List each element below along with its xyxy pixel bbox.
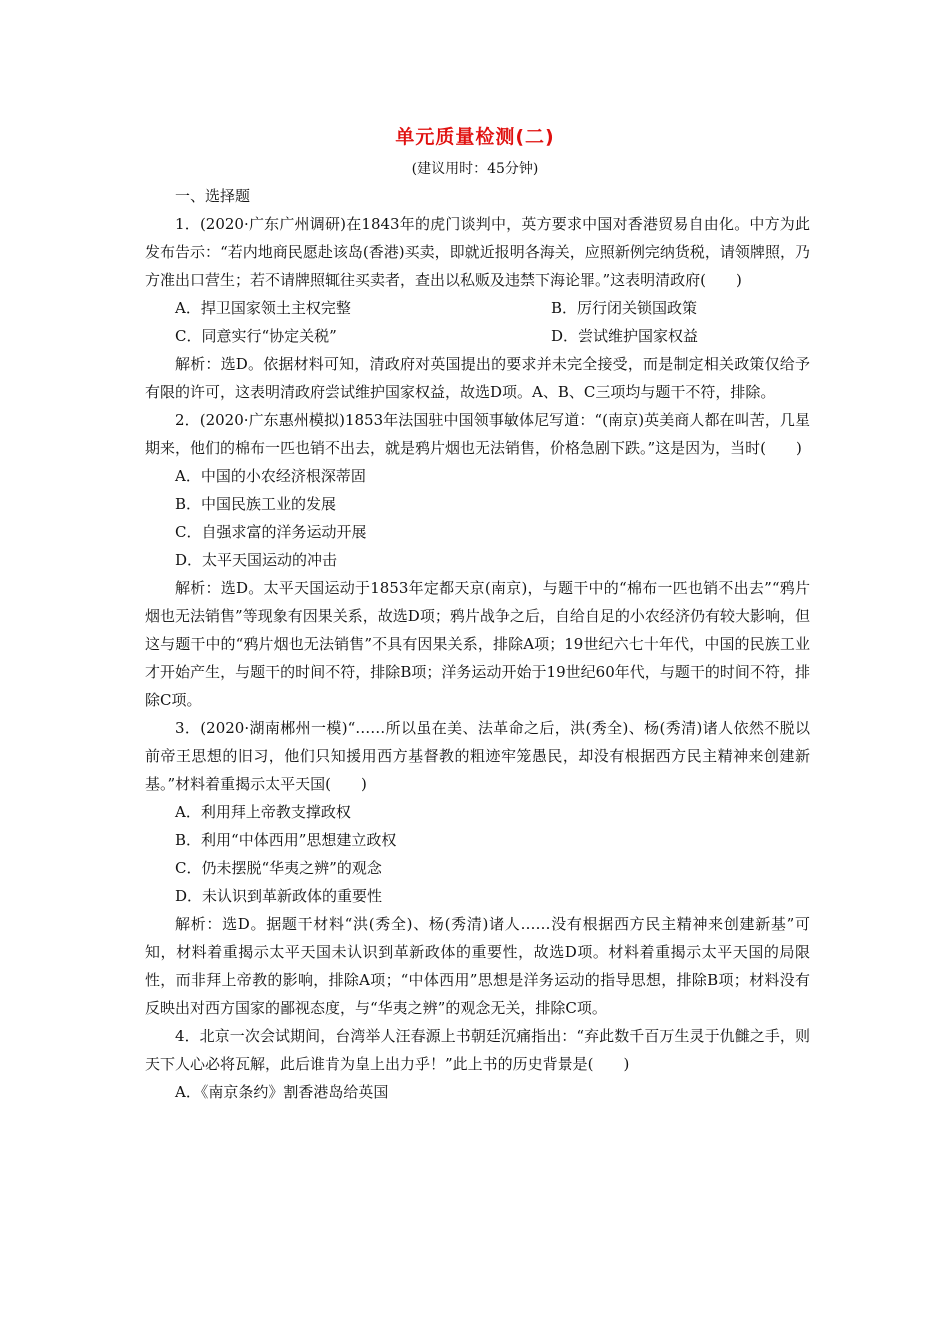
section-heading: 一、选择题 [175,187,251,205]
question-2-option-c: C．自强求富的洋务运动开展 [175,523,367,541]
question-3-option-a: A．利用拜上帝教支撑政权 [175,803,351,821]
question-1-option-d: D．尝试维护国家权益 [551,327,699,345]
question-2-option-d: D．太平天国运动的冲击 [175,551,338,569]
question-1-analysis: 解析：选D。依据材料可知，清政府对英国提出的要求并未完全接受，而是制定相关政策仅给予有限的许可，这表明清政府尝试维护国家权益，故选D项。A、B、C三项均与题干不符，排除。 [145,355,810,401]
question-3-option-d: D．未认识到革新政体的重要性 [175,887,383,905]
question-3-analysis: 解析：选D。据题干材料“洪(秀全)、杨(秀清)诸人……没有根据西方民主精神来创建新基”可知，材料着重揭示太平天国未认识到革新政体的重要性，故选D项。材料着重揭示太平天国的局限性，而非拜上帝教的影响，排除A项；“中体西用”思想是洋务运动的指导思想，排除B项；材料没有反映出对西方国家的鄙视态度，与“华夷之辨”的观念无关，排除C项。 [145,915,810,1017]
question-2-option-b: B．中国民族工业的发展 [175,495,337,513]
question-1-options-row-2 [145,322,810,350]
question-1-option-c: C．同意实行“协定关税” [175,327,337,345]
question-3-option-c: C．仍未摆脱“华夷之辨”的观念 [175,859,382,877]
question-1-option-b: B．厉行闭关锁国政策 [551,299,698,317]
question-1-stem: 1．(2020·广东广州调研)在1843年的虎门谈判中，英方要求中国对香港贸易自由化。中方为此发布告示：“若内地商民愿赴该岛(香港)买卖，即就近报明各海关，应照新例完纳货税，请领牌照，乃方准出口营生；若不请牌照辄往买卖者，查出以私贩及违禁下海论罪。”这表明清政府( ) [145,215,810,289]
document-body [145,182,810,1106]
question-3-option-b: B．利用“中体西用”思想建立政权 [175,831,397,849]
question-1-options-row-1 [145,294,810,322]
question-2-stem: 2．(2020·广东惠州模拟)1853年法国驻中国领事敏体尼写道：“(南京)英美商人都在叫苦，几星期来，他们的棉布一匹也销不出去，就是鸦片烟也无法销售，价格急剧下跌。”这是因为，当时( ) [145,411,810,457]
question-2-option-a: A．中国的小农经济根深蒂固 [175,467,366,485]
question-2-analysis: 解析：选D。太平天国运动于1853年定都天京(南京)，与题干中的“棉布一匹也销不出去”“鸦片烟也无法销售”等现象有因果关系，故选D项；鸦片战争之后，自给自足的小农经济仍有较大影响，但这与题干中的“鸦片烟也无法销售”不具有因果关系，排除A项；19世纪六七十年代，中国的民族工业才开始产生，与题干的时间不符，排除B项；洋务运动开始于19世纪60年代，与题干的时间不符，排除C项。 [145,579,810,709]
question-1-option-a: A．捍卫国家领土主权完整 [175,299,351,317]
question-4-option-a: A．《南京条约》割香港岛给英国 [175,1083,389,1101]
question-3-stem: 3．(2020·湖南郴州一模)“……所以虽在美、法革命之后，洪(秀全)、杨(秀清)诸人依然不脱以前帝王思想的旧习，他们只知援用西方基督教的粗迹牢笼愚民，却没有根据西方民主精神来创建新基。”材料着重揭示太平天国( ) [145,719,810,793]
question-4-stem: 4．北京一次会试期间，台湾举人汪春源上书朝廷沉痛指出：“弃此数千百万生灵于仇雠之手，则天下人心必将瓦解，此后谁肯为皇上出力乎！”此上书的历史背景是( ) [145,1027,810,1073]
page-title: 单元质量检测(二) [395,126,555,148]
page-subtitle: (建议用时：45分钟) [411,161,539,177]
